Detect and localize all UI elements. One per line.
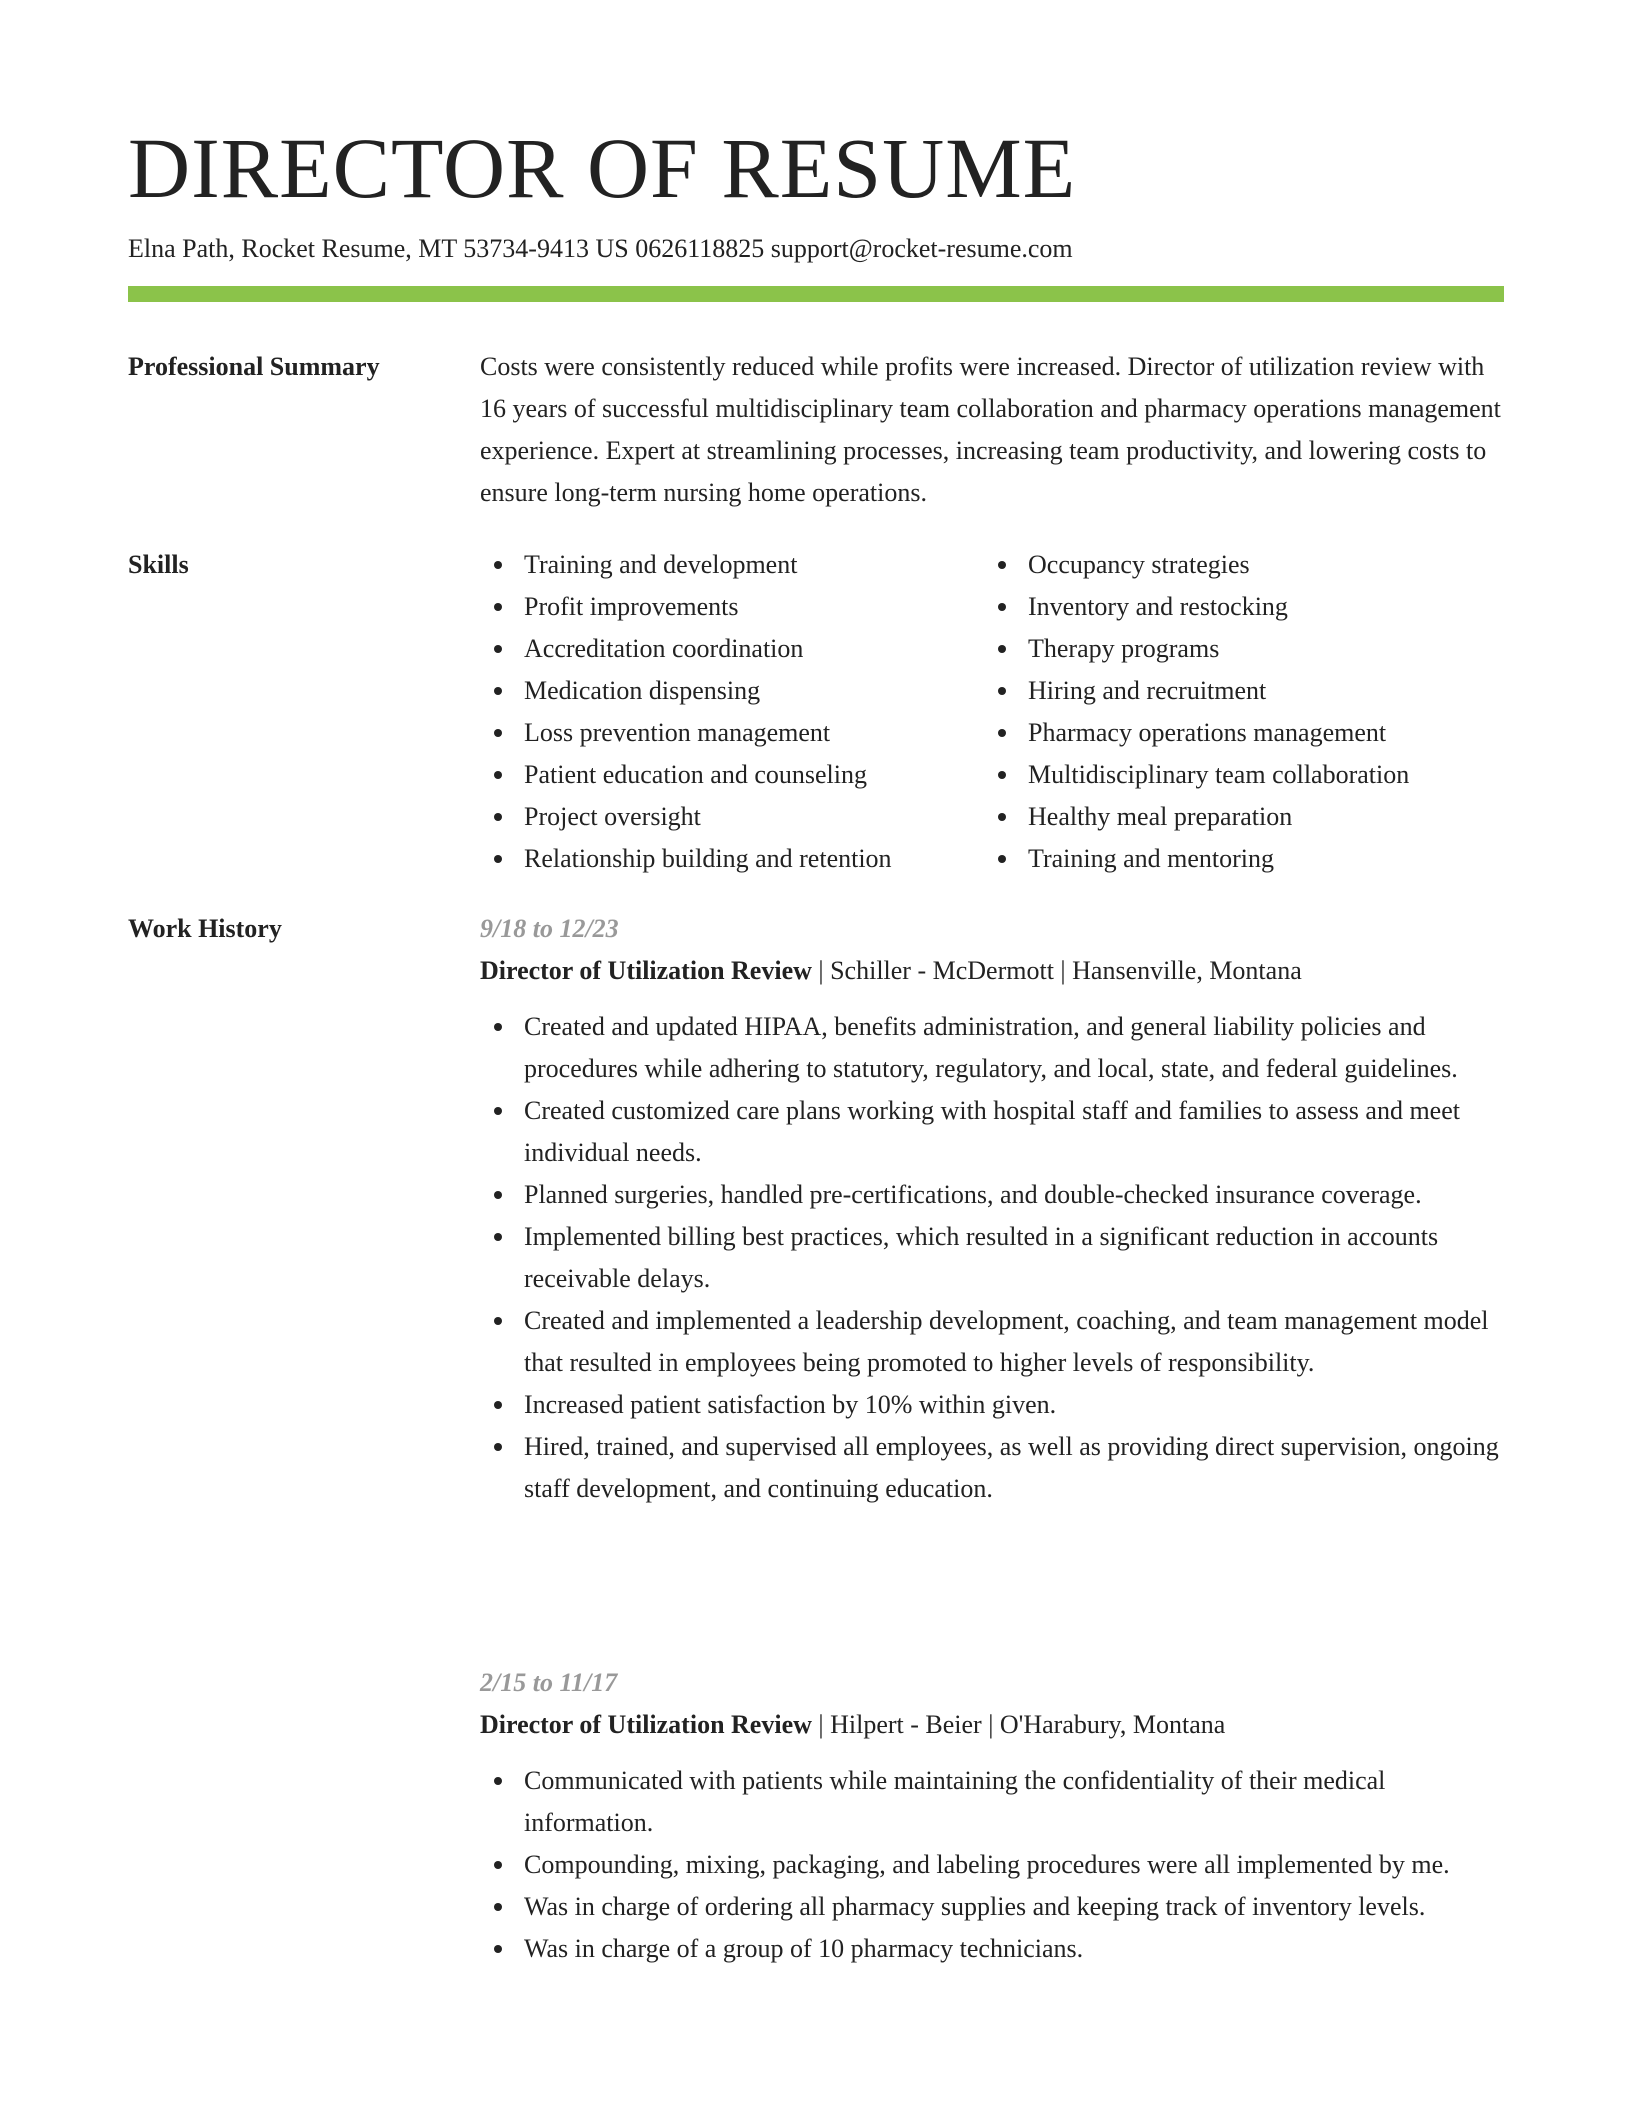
job-entry — [480, 1662, 1504, 1970]
job-bullet: Was in charge of ordering all pharmacy supplies and keeping track of inventory levels. — [480, 1886, 1504, 1928]
summary-heading: Professional Summary — [128, 352, 380, 381]
job-bullet: Compounding, mixing, packaging, and labeling procedures were all implemented by me. — [480, 1844, 1504, 1886]
resume-name: DIRECTOR OF RESUME — [128, 120, 1077, 216]
skill-item: Inventory and restocking — [984, 586, 1504, 628]
skill-item: Pharmacy operations management — [984, 712, 1504, 754]
skill-item: Healthy meal preparation — [984, 796, 1504, 838]
skill-item: Relationship building and retention — [480, 838, 984, 880]
skills-column-1 — [480, 544, 984, 880]
skill-item: Multidisciplinary team collaboration — [984, 754, 1504, 796]
skill-item: Training and mentoring — [984, 838, 1504, 880]
job-title: Director of Utilization Review — [480, 956, 812, 985]
skill-item: Hiring and recruitment — [984, 670, 1504, 712]
job-dates: 2/15 to 11/17 — [480, 1668, 618, 1697]
contact-line: Elna Path, Rocket Resume, MT 53734-9413 US 0626118825 support@rocket-resume.com — [128, 234, 1073, 263]
job-bullet: Increased patient satisfaction by 10% within given. — [480, 1384, 1504, 1426]
skills-heading: Skills — [128, 550, 189, 579]
skill-item: Patient education and counseling — [480, 754, 984, 796]
job-bullet: Planned surgeries, handled pre-certifications, and double-checked insurance coverage. — [480, 1174, 1504, 1216]
header-divider — [128, 286, 1504, 302]
job-header — [480, 950, 1504, 992]
work-history-heading: Work History — [128, 914, 282, 943]
job-bullet: Was in charge of a group of 10 pharmacy technicians. — [480, 1928, 1504, 1970]
job-bullet: Created and updated HIPAA, benefits administration, and general liability policies and procedures while adhering to statutory, regulatory, and local, state, and federal guidelines. — [480, 1006, 1504, 1090]
job-bullets — [480, 1006, 1504, 1510]
job-header — [480, 1704, 1504, 1746]
skill-item: Loss prevention management — [480, 712, 984, 754]
skill-item: Profit improvements — [480, 586, 984, 628]
job-bullet: Created customized care plans working with hospital staff and families to assess and meet individual needs. — [480, 1090, 1504, 1174]
job-dates: 9/18 to 12/23 — [480, 914, 619, 943]
summary-text: Costs were consistently reduced while profits were increased. Director of utilization review with 16 years of successful multidisciplinary team collaboration and pharmacy operations management experience. Expert at streamlining processes, increasing team productivity, and lowering costs to ensure long-term nursing home operations. — [480, 352, 1501, 507]
job-bullet: Hired, trained, and supervised all employees, as well as providing direct supervision, ongoing staff development, and continuing education. — [480, 1426, 1504, 1510]
skill-item: Accreditation coordination — [480, 628, 984, 670]
job-entry — [480, 908, 1504, 1510]
skill-item: Occupancy strategies — [984, 544, 1504, 586]
skill-item: Training and development — [480, 544, 984, 586]
skill-item: Medication dispensing — [480, 670, 984, 712]
skills-list — [480, 544, 1504, 880]
skill-item: Project oversight — [480, 796, 984, 838]
job-details: | Hilpert - Beier | O'Harabury, Montana — [811, 1710, 1226, 1739]
job-details: | Schiller - McDermott | Hansenville, Montana — [811, 956, 1302, 985]
skills-column-2 — [984, 544, 1504, 880]
job-title: Director of Utilization Review — [480, 1710, 812, 1739]
job-bullet: Created and implemented a leadership development, coaching, and team management model that resulted in employees being promoted to higher levels of responsibility. — [480, 1300, 1504, 1384]
skill-item: Therapy programs — [984, 628, 1504, 670]
job-bullets — [480, 1760, 1504, 1970]
job-bullet: Communicated with patients while maintaining the confidentiality of their medical information. — [480, 1760, 1504, 1844]
job-bullet: Implemented billing best practices, which resulted in a significant reduction in accounts receivable delays. — [480, 1216, 1504, 1300]
